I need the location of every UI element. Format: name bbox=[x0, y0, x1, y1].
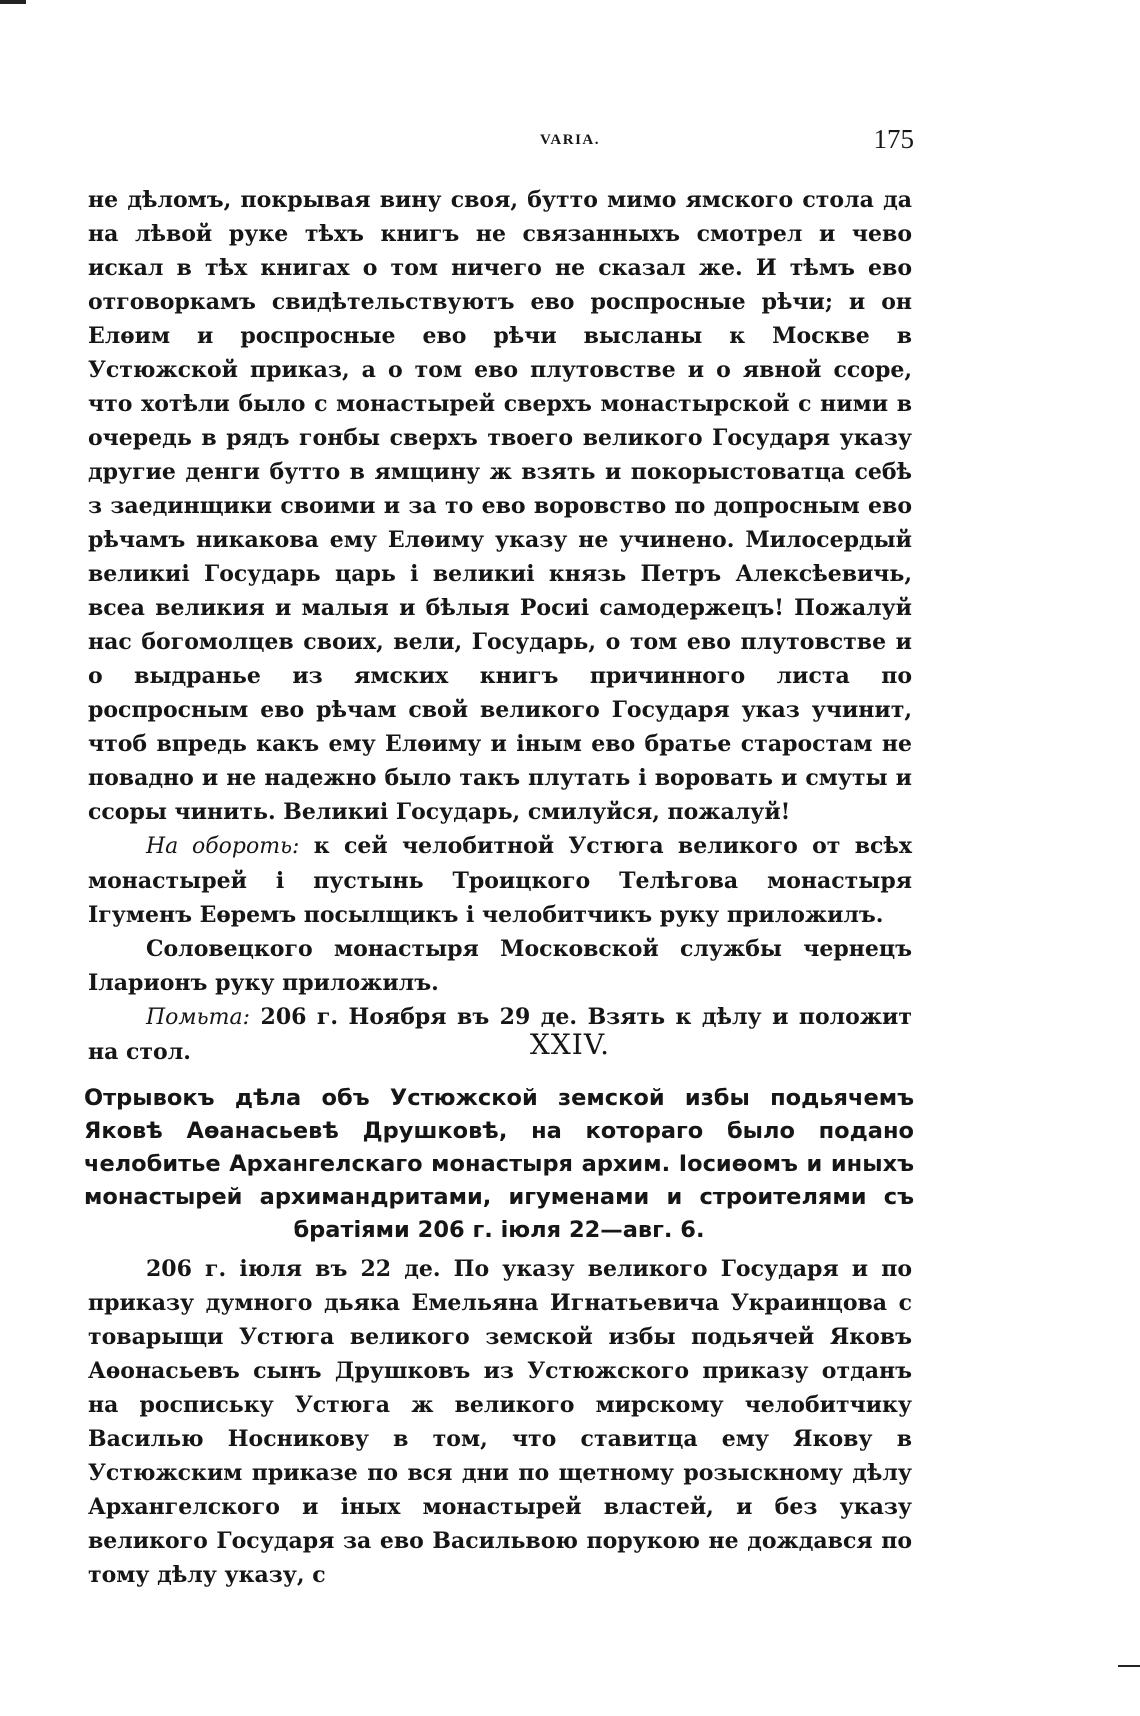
endorsement-paragraph bbox=[88, 829, 912, 932]
document-heading: Отрывокъ дѣла объ Устюжской земской избы подьячемъ Яковѣ Аѳанасьевѣ Друшковѣ, на котораго было подано челобитье Архангелскаго монастыря архим. Іосиѳомъ и иныхъ монастырей архимандритами, игуменами и строителями съ братіями 206 г. іюля 22—авг. 6. bbox=[84, 1085, 914, 1243]
endorsement-label: На обороть: bbox=[146, 834, 300, 859]
document-paragraph: 206 г. іюля въ 22 де. По указу великого Государя и по приказу думного дьяка Емельяна Игнатьевича Украинцова с товарыщи Устюга великого земской избы подьячей Яковъ Аѳонасьевъ сынъ Друшковъ из Устюжского приказу отданъ на роспиську Устюга ж великого мирскому челобитчику Василью Носникову в том, что ставитца ему Якову в Устюжским приказе по вся дни по щетному розыскному дѣлу Архангелского и іных монастырей властей, и без указу великого Государя за ево Васильвою порукою не дождався по тому дѣлу указу, с bbox=[88, 1256, 912, 1588]
endorsement-text: к сей челобитной Устюга великого от всѣх монастырей і пустынь Троицкого Телѣгова монастыря Ігуменъ Еѳремъ посылщикъ і челобитчикъ руку приложилъ. bbox=[88, 833, 912, 928]
running-head bbox=[0, 124, 1140, 154]
petition-continuation bbox=[88, 183, 912, 1069]
scan-mark-top-left bbox=[0, 0, 26, 4]
note-text: 206 г. Ноября въ 29 де. Взять к дѣлу и положит на стол. bbox=[88, 1004, 912, 1065]
note-label: Помьта: bbox=[146, 1005, 251, 1030]
chapter-number: XXIV. bbox=[529, 1028, 611, 1061]
scan-mark-bottom-right bbox=[1118, 1665, 1140, 1667]
running-title: VARIA. bbox=[540, 132, 600, 148]
page-number: 175 bbox=[873, 124, 914, 154]
document-body bbox=[88, 1252, 912, 1592]
signature-paragraph: Соловецкого монастыря Московской службы чернецъ Іларионъ руку приложилъ. bbox=[88, 936, 912, 996]
petition-paragraph: не дѣломъ, покрывая вину своя, бутто мимо ямского стола да на лѣвой руке тѣхъ книгъ не связанныхъ смотрел и чево искал в тѣх книгах о том ничего не сказал же. И тѣмъ ево отговоркамъ свидѣтельствуютъ ево роспросные рѣчи; и он Елѳим и роспросные ево рѣчи высланы к Москве в Устюжской приказ, а о том ево плутовстве и о явной ссоре, что хотѣли было с монастырей сверхъ монастырской с ними в очередь в рядъ гонбы сверхъ твоего великого Государя указу другие денги бутто в ямщину ж взять и покорыстоватца себѣ з заединщики своими и за то ево воровство по допросным ево рѣчамъ никакова ему Елѳиму указу не учинено. Милосердый великиі Государь царь і великиі князь Петръ Алексѣевичь, всеа великия и малыя и бѣлыя Росиі самодержецъ! Пожалуй нас богомолцев своих, вели, Государь, о том ево плутовстве и о выдранье из ямских книгъ причинного листа по роспросным ево рѣчам свой великого Государя указ учинит, чтоб впредь какъ ему Елѳиму и іным ево братье старостам не повадно и не надежно было такъ плутать і воровать и смуты и ссоры чинить. Великиі Государь, смилуйся, пожалуй! bbox=[88, 187, 912, 825]
